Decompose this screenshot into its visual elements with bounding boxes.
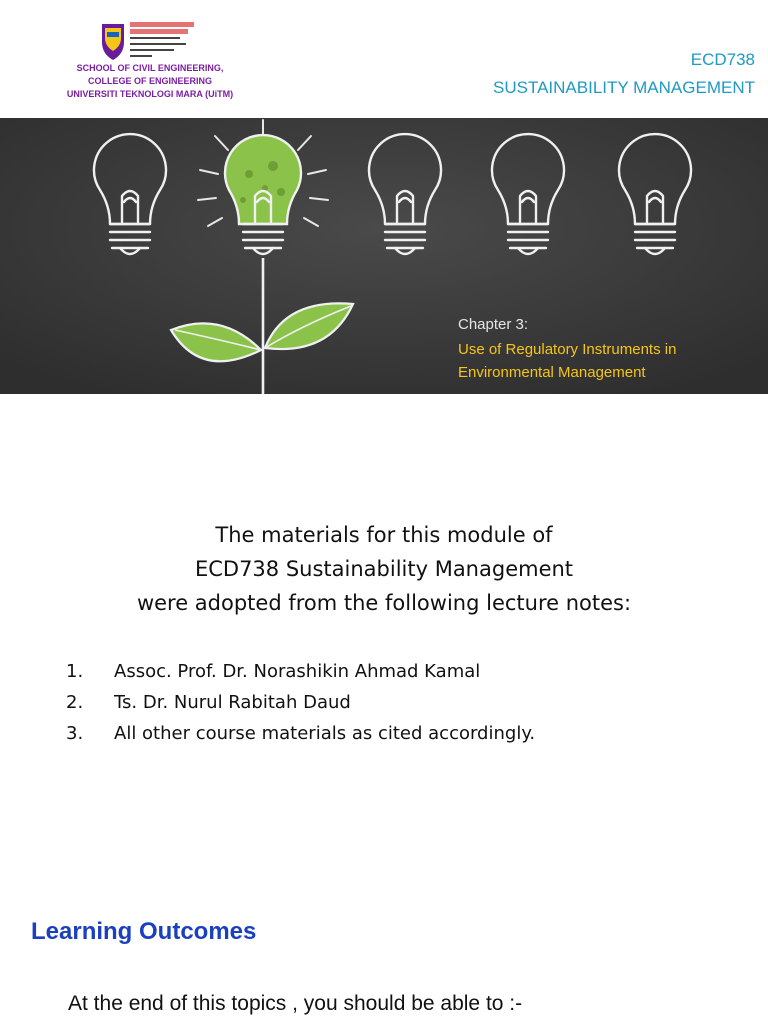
list-number: 3. xyxy=(66,723,84,744)
list-item xyxy=(66,718,746,749)
chapter-label: Chapter 3: xyxy=(458,316,529,333)
school-line: UNIVERSITI TEKNOLOGI MARA (UiTM) xyxy=(66,89,234,99)
intro-text xyxy=(0,518,768,620)
list-text: All other course materials as cited accordingly. xyxy=(114,723,536,744)
course-code: ECD738 xyxy=(690,50,755,69)
learning-outcomes-heading: Learning Outcomes xyxy=(31,918,257,945)
school-name xyxy=(40,62,260,101)
list-text: Ts. Dr. Nurul Rabitah Daud xyxy=(114,692,351,713)
list-number: 2. xyxy=(66,692,84,713)
intro-line: The materials for this module of xyxy=(215,523,553,547)
list-item xyxy=(66,687,746,718)
reference-list xyxy=(66,656,746,749)
chapter-title-line: Environmental Management xyxy=(458,364,646,381)
learning-outcomes-lead: At the end of this topics , you should be able to :- xyxy=(68,992,523,1015)
chapter-title xyxy=(458,338,748,384)
intro-line: ECD738 Sustainability Management xyxy=(194,557,574,581)
list-text: Assoc. Prof. Dr. Norashikin Ahmad Kamal xyxy=(114,661,481,682)
list-number: 1. xyxy=(66,661,84,682)
school-line: SCHOOL OF CIVIL ENGINEERING, xyxy=(76,63,224,73)
chapter-title-line: Use of Regulatory Instruments in xyxy=(458,341,677,358)
slide-header xyxy=(0,0,768,118)
course-name: SUSTAINABILITY MANAGEMENT xyxy=(493,78,755,97)
list-item xyxy=(66,656,746,687)
intro-line: were adopted from the following lecture notes: xyxy=(136,591,632,615)
uitm-logo-icon xyxy=(100,20,200,62)
school-line: COLLEGE OF ENGINEERING xyxy=(87,76,212,86)
